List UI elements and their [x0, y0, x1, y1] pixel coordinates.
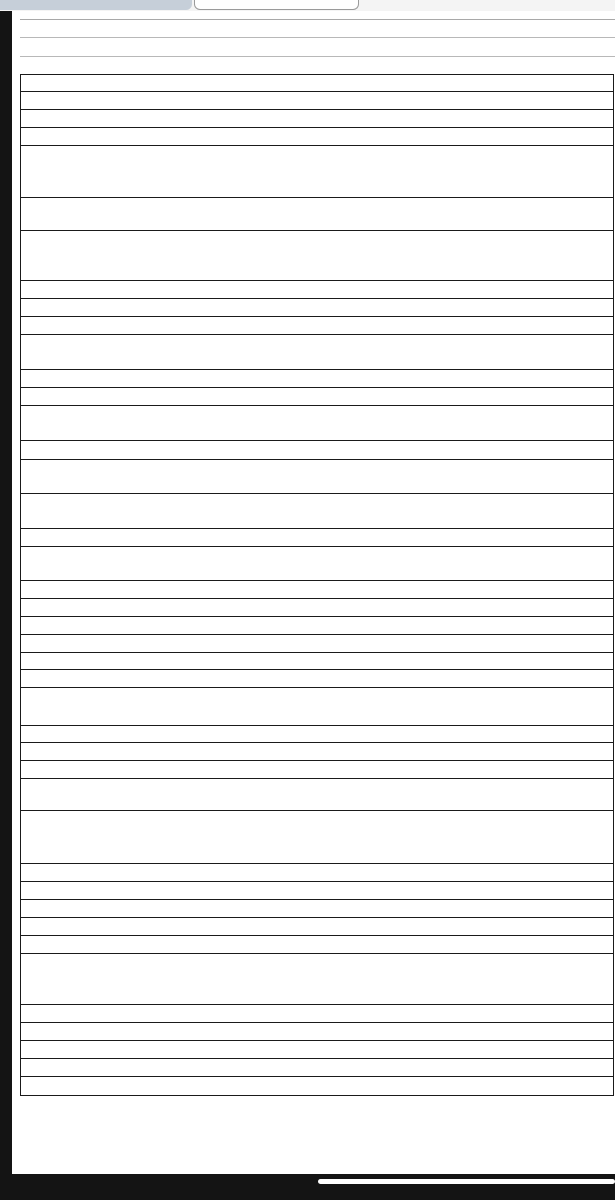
item-row[interactable] [20, 1059, 614, 1077]
item-row[interactable] [20, 936, 614, 954]
spreadsheet [20, 19, 615, 20]
item-row[interactable] [20, 1005, 614, 1023]
item-row[interactable] [20, 406, 614, 441]
item-row[interactable] [20, 92, 614, 110]
section-header-row[interactable] [20, 743, 614, 761]
bottom-bar [0, 1174, 615, 1200]
item-row[interactable] [20, 547, 614, 581]
item-row[interactable] [20, 388, 614, 406]
item-row[interactable] [20, 1077, 614, 1096]
item-row[interactable] [20, 811, 614, 864]
item-row[interactable] [20, 918, 614, 936]
sheet-tab-strip [0, 0, 615, 11]
item-row[interactable] [20, 460, 614, 494]
section-header-row[interactable] [20, 670, 614, 688]
section-header-row[interactable] [20, 74, 614, 92]
item-row[interactable] [20, 688, 614, 726]
section-header-row[interactable] [20, 864, 614, 882]
home-indicator[interactable] [318, 1179, 615, 1184]
title-line-1 [20, 20, 615, 38]
item-row[interactable] [20, 335, 614, 370]
item-row[interactable] [20, 128, 614, 146]
item-row[interactable] [20, 635, 614, 653]
item-row[interactable] [20, 317, 614, 335]
item-row[interactable] [20, 231, 614, 281]
blank-row[interactable] [20, 726, 614, 743]
left-edge-bar [0, 11, 12, 1200]
item-row[interactable] [20, 529, 614, 547]
section-header-row[interactable] [20, 1041, 614, 1059]
item-row[interactable] [20, 281, 614, 299]
item-row[interactable] [20, 761, 614, 779]
item-row[interactable] [20, 299, 614, 317]
item-row[interactable] [20, 882, 614, 900]
item-row[interactable] [20, 494, 614, 529]
item-row[interactable] [20, 370, 614, 388]
item-row[interactable] [20, 581, 614, 599]
item-row[interactable] [20, 900, 614, 918]
item-row[interactable] [20, 198, 614, 231]
item-row[interactable] [20, 110, 614, 128]
item-row[interactable] [20, 599, 614, 617]
item-row[interactable] [20, 779, 614, 811]
item-row[interactable] [20, 146, 614, 198]
blank-row[interactable] [20, 1023, 614, 1041]
sheet-tab[interactable] [194, 0, 359, 10]
item-row[interactable] [20, 617, 614, 635]
sheet-tab-active[interactable] [0, 0, 192, 10]
item-row[interactable] [20, 954, 614, 1005]
blank-row[interactable] [20, 653, 614, 670]
item-row[interactable] [20, 441, 614, 460]
title-line-2 [20, 38, 615, 57]
